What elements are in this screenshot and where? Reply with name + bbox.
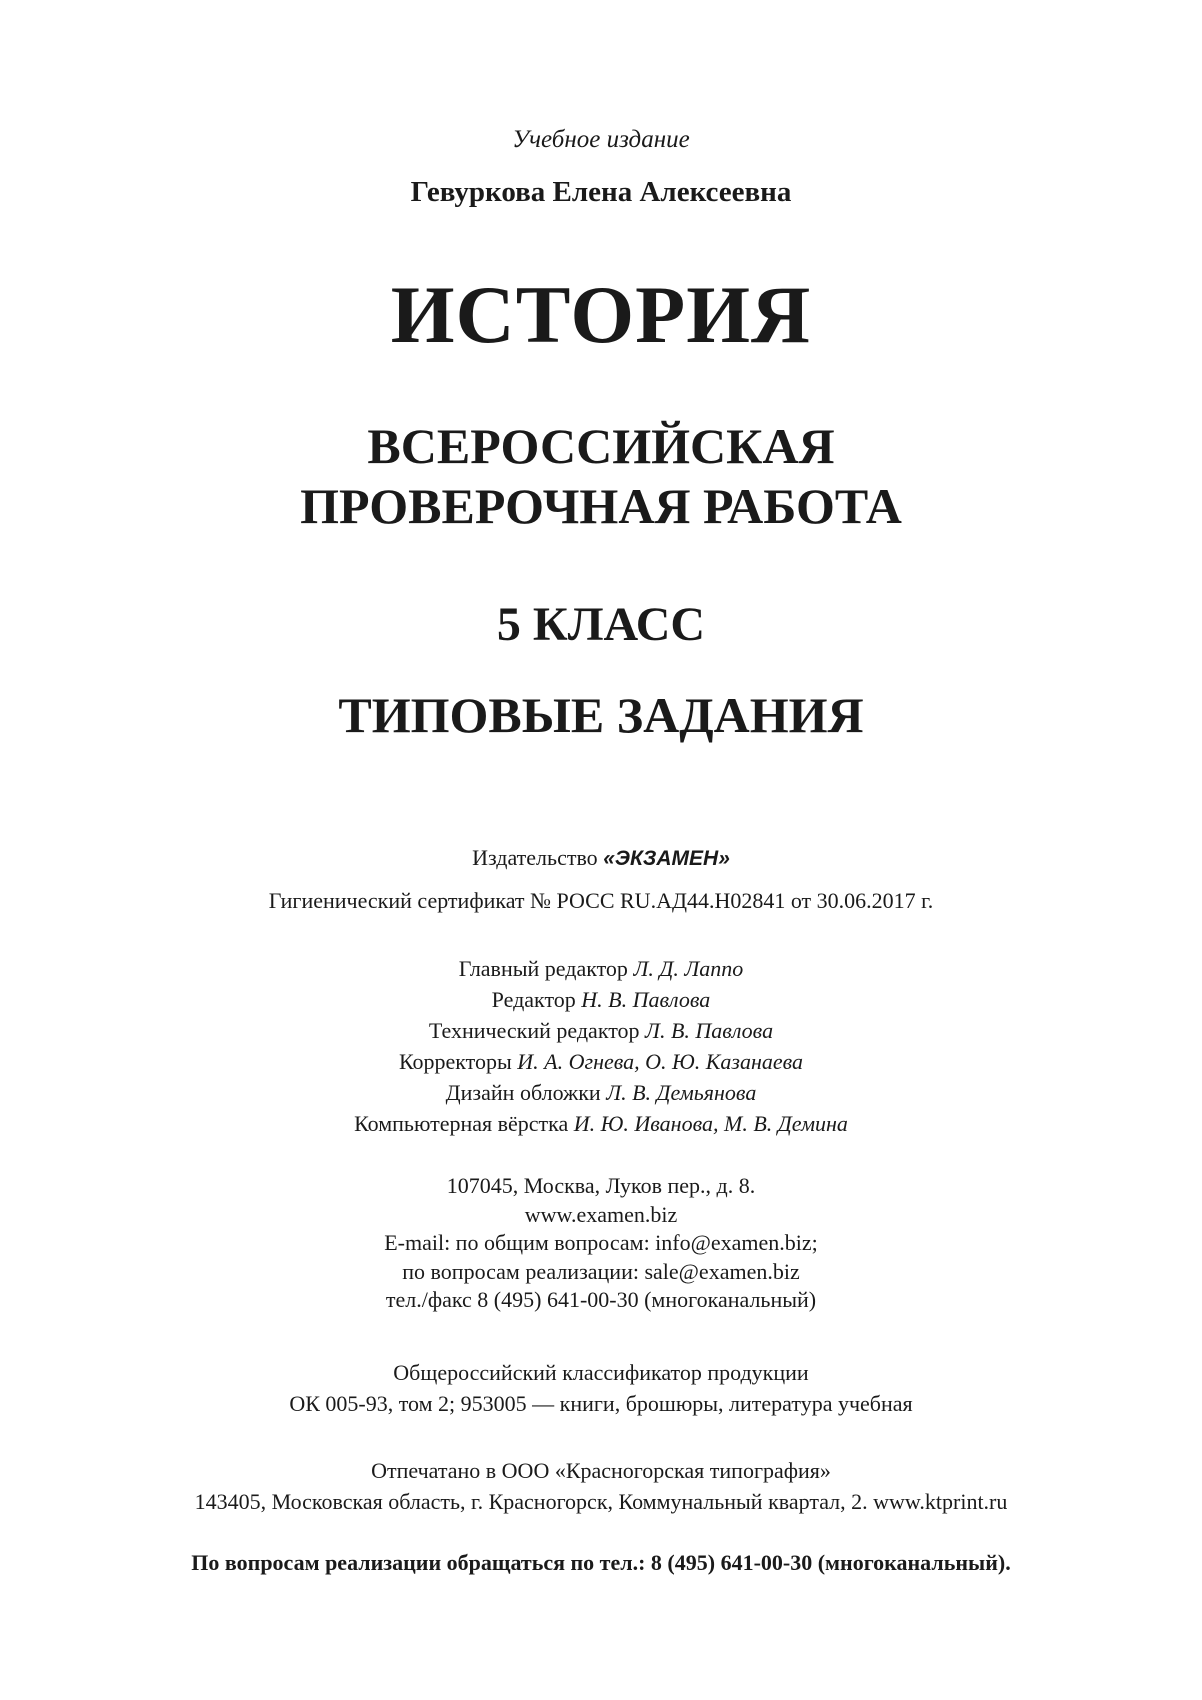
grade-label: 5 КЛАСС xyxy=(496,598,706,651)
author-name: Гевуркова Елена Алексеевна xyxy=(410,176,792,208)
classifier-line: Общероссийский классификатор продукции xyxy=(393,1360,809,1385)
email-sales-line: по вопросам реализации: sale@examen.biz xyxy=(402,1258,800,1284)
book-title: ИСТОРИЯ xyxy=(390,269,812,360)
publisher-name: «ЭКЗАМЕН» xyxy=(603,847,730,870)
credit-name: Л. В. Павлова xyxy=(645,1018,774,1043)
sales-contact-note: По вопросам реализации обращаться по тел.: 8 (495) 641-00-30 (многоканальный). xyxy=(191,1550,1011,1575)
classifier-line: ОК 005-93, том 2; 953005 — книги, брошюры, литература учебная xyxy=(289,1391,913,1416)
credit-name: Н. В. Павлова xyxy=(581,987,711,1012)
tasks-label: ТИПОВЫЕ ЗАДАНИЯ xyxy=(338,687,864,743)
publisher-address xyxy=(0,1172,1202,1315)
product-classifier xyxy=(0,1357,1202,1419)
printer-line: Отпечатано в ООО «Красногорская типография» xyxy=(371,1458,831,1483)
credit-name: И. Ю. Иванова, М. В. Демина xyxy=(573,1111,848,1136)
hygiene-certificate: Гигиенический сертификат № РОСС RU.АД44.Н02841 от 30.06.2017 г. xyxy=(268,888,934,913)
subtitle-line: ПРОВЕРОЧНАЯ РАБОТА xyxy=(300,478,902,534)
credit-role: Компьютерная вёрстка xyxy=(354,1111,569,1136)
credit-role: Главный редактор xyxy=(458,956,628,981)
printer-info xyxy=(0,1455,1202,1517)
credit-row xyxy=(0,1015,1202,1046)
edition-type: Учебное издание xyxy=(512,126,690,153)
credit-role: Корректоры xyxy=(398,1049,512,1074)
publisher-label: Издательство xyxy=(472,845,598,870)
website-line: www.examen.biz xyxy=(524,1201,678,1227)
credit-role: Дизайн обложки xyxy=(445,1080,601,1105)
phone-line: тел./факс 8 (495) 641-00-30 (многоканальный) xyxy=(385,1287,817,1312)
book-subtitle xyxy=(0,416,1202,536)
printer-address-line: 143405, Московская область, г. Красногорск, Коммунальный квартал, 2. www.ktprint.ru xyxy=(194,1489,1008,1514)
credit-name: И. А. Огнева, О. Ю. Казанаева xyxy=(517,1049,804,1074)
credit-role: Редактор xyxy=(491,987,576,1012)
credit-name: Л. Д. Лаппо xyxy=(633,956,744,981)
credit-row xyxy=(0,953,1202,984)
credit-row xyxy=(0,1077,1202,1108)
email-general-line: E-mail: по общим вопросам: info@examen.biz; xyxy=(384,1230,818,1255)
publisher-line xyxy=(0,845,1202,871)
credit-role: Технический редактор xyxy=(428,1018,640,1043)
address-line: 107045, Москва, Луков пер., д. 8. xyxy=(446,1173,756,1198)
credits-list xyxy=(0,953,1202,1139)
credit-name: Л. В. Демьянова xyxy=(606,1080,757,1105)
credit-row xyxy=(0,1108,1202,1139)
credit-row xyxy=(0,1046,1202,1077)
credit-row xyxy=(0,984,1202,1015)
subtitle-line: ВСЕРОССИЙСКАЯ xyxy=(367,418,835,474)
